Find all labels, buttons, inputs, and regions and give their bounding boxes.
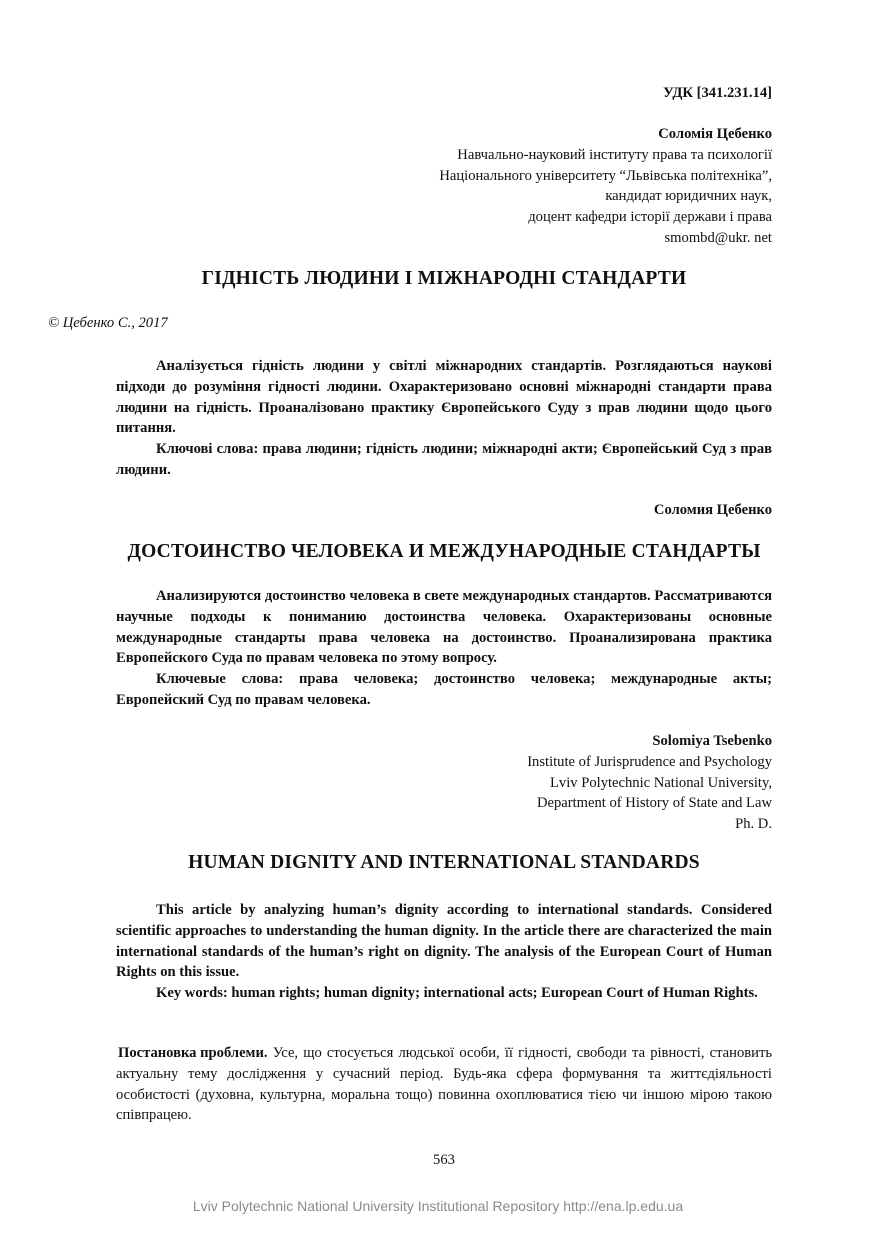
en-abstract-block	[116, 900, 772, 1004]
ru-keywords: Ключевые слова: права человека; достоинство человека; международные акты; Европейский Суд по правам человека.	[116, 671, 772, 708]
uk-author-position: доцент кафедри історії держави і права	[528, 209, 772, 226]
ru-abstract-block	[116, 586, 772, 711]
section-lead: Постановка проблеми.	[118, 1045, 268, 1061]
repository-footer: Lviv Polytechnic National University Institutional Repository http://ena.lp.edu.ua	[192, 1198, 684, 1214]
uk-author-email: smombd@ukr. net	[664, 229, 772, 246]
journal-page	[48, 0, 772, 1240]
uk-keywords: Ключові слова: права людини; гідність людини; міжнародні акти; Європейський Суд з прав людини.	[116, 441, 772, 478]
uk-author-block	[439, 124, 772, 249]
en-article-title: HUMAN DIGNITY AND INTERNATIONAL STANDARDS	[188, 852, 700, 873]
en-author-name: Solomiya Tsebenko	[652, 733, 772, 749]
ru-author-name: Соломия Цебенко	[653, 502, 772, 518]
body-paragraph	[116, 1043, 772, 1126]
en-author-block	[527, 731, 772, 835]
uk-abstract: Аналізується гідність людини у світлі міжнародних стандартів. Розглядаються наукові підходи до розуміння гідності людини. Охарактеризовано основні міжнародні стандарти права людини на гідність. Проаналізовано практику Європейського Суду з прав людини щодо цього питання.	[116, 358, 772, 437]
en-author-university: Lviv Polytechnic National University,	[550, 774, 772, 791]
uk-author-affiliation-1: Навчально-науковий інституту права та психології	[457, 146, 772, 163]
ru-article-title: ДОСТОИНСТВО ЧЕЛОВЕКА И МЕЖДУНАРОДНЫЕ СТАНДАРТЫ	[127, 541, 761, 562]
en-author-department: Department of History of State and Law	[536, 795, 772, 812]
copyright-note: © Цебенко С., 2017	[48, 315, 168, 331]
uk-article-title: ГІДНІСТЬ ЛЮДИНИ І МІЖНАРОДНІ СТАНДАРТИ	[201, 268, 687, 289]
en-abstract: This article by analyzing human’s dignity according to international standards. Considered scientific approaches to understanding the human dignity. In the article there are characterized the main international standards of the human’s right on dignity. The analysis of the European Court of Human Rights on this issue.	[116, 902, 772, 981]
uk-author-name: Соломія Цебенко	[658, 126, 772, 142]
en-author-institute: Institute of Jurisprudence and Psychology	[527, 753, 772, 770]
udc-code: УДК [341.231.14]	[663, 85, 772, 101]
body-paragraph-text	[116, 1043, 772, 1126]
uk-author-degree: кандидат юридичних наук,	[605, 188, 772, 205]
en-author-degree: Ph. D.	[735, 816, 772, 833]
uk-abstract-block	[116, 356, 772, 481]
body-text: Усе, що стосується людської особи, її гідності, свободи та рівності, становить актуальну тему дослідження у сучасний період. Будь-яка сфера формування та життєдіяльності особистості (духовна, культурна, моральна тощо) повинна охоплюватися тією чи іншою мірою такою співпрацею.	[116, 1045, 772, 1124]
uk-author-affiliation-2: Національного університету “Львівська політехніка”,	[439, 167, 772, 184]
en-keywords: Key words: human rights; human dignity; international acts; European Court of Human Rights.	[156, 985, 758, 1002]
ru-abstract: Анализируются достоинство человека в свете международных стандартов. Рассматриваются научные подходы к пониманию достоинства человека. Охарактеризованы основные международные стандарты права человека на достоинство. Проанализирована практика Европейского Суда по правам человека по этому вопросу.	[116, 588, 772, 667]
page-number: 563	[433, 1152, 455, 1168]
